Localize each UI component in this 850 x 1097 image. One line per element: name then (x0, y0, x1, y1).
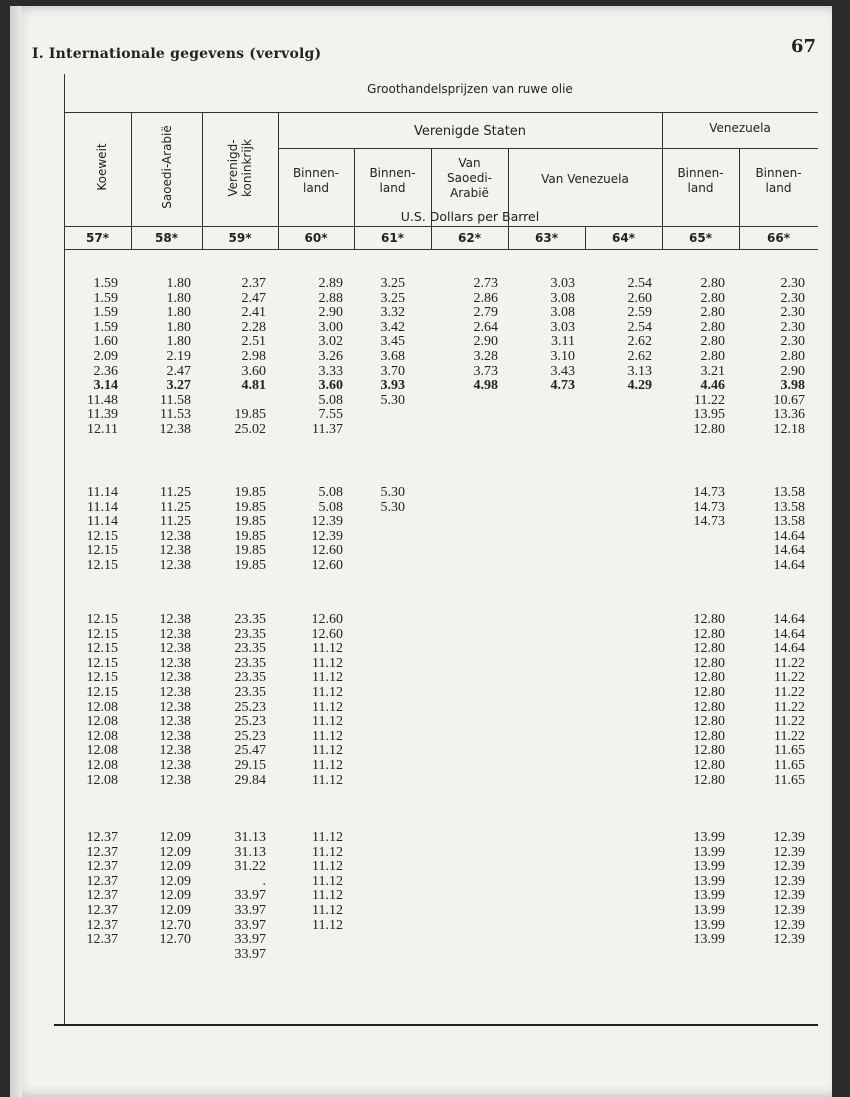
table-cell: 1.80 (166, 319, 191, 335)
table-cell: 1.60 (93, 334, 118, 350)
table-cell: 12.15 (86, 670, 118, 686)
table-cell: 2.80 (700, 334, 725, 350)
table-cell: 11.22 (774, 685, 805, 700)
table-cell: 12.38 (159, 728, 191, 744)
table-cell: 31.13 (234, 830, 266, 845)
table-cell: 2.89 (318, 276, 343, 291)
table-cell: 2.19 (166, 349, 191, 364)
table-cell: 3.14 (93, 378, 118, 394)
table-cell: 2.54 (627, 319, 652, 335)
table-cell: 12.80 (693, 714, 725, 730)
table-cell: 5.30 (380, 485, 405, 500)
table-cell: 12.60 (311, 558, 343, 573)
table-cell: 13.99 (693, 859, 725, 875)
table-cell: 12.80 (693, 728, 725, 744)
table-cell: 3.08 (550, 305, 575, 321)
table-cell: 13.99 (693, 873, 725, 889)
table-cell: 13.58 (773, 514, 805, 530)
table-cell: 2.80 (700, 290, 725, 306)
table-cell: 12.38 (159, 670, 191, 686)
table-cell: 14.64 (773, 528, 805, 544)
table-cell: 11.12 (312, 743, 343, 759)
table-cell: 2.64 (473, 319, 498, 335)
table-cell: 12.80 (693, 699, 725, 715)
table-cell: 1.59 (93, 319, 118, 335)
table-cell: 2.80 (780, 349, 805, 364)
table-cell: 2.98 (241, 349, 266, 364)
group-header-us: Verenigde Staten (413, 124, 527, 139)
table-cell: 31.13 (234, 844, 266, 860)
table-cell: 12.80 (693, 641, 725, 657)
table-cell: 13.36 (773, 407, 805, 423)
table-cell: 25.47 (234, 743, 266, 759)
table-cell: 3.08 (550, 290, 575, 306)
table-cell: 13.95 (693, 407, 725, 423)
table-cell: 12.38 (159, 685, 191, 700)
table-cell: 11.65 (774, 772, 805, 788)
table-cell: 12.80 (693, 612, 725, 627)
table-cell: 33.97 (234, 917, 266, 933)
table-cell: 14.64 (773, 558, 805, 573)
col-number: 62* (458, 231, 481, 245)
table-cell: 12.39 (311, 528, 343, 544)
table-cell: 11.48 (87, 392, 118, 408)
table-cell: 12.38 (159, 655, 191, 671)
table-cell: 2.47 (166, 363, 191, 379)
table-cell: 7.55 (318, 407, 343, 423)
table-cell: 2.60 (627, 290, 652, 306)
table-cell: 11.22 (774, 728, 805, 744)
table-cell: 3.13 (627, 363, 652, 379)
table-cell: 12.09 (159, 903, 191, 918)
table-cell: 12.80 (693, 626, 725, 642)
table-cell: 19.85 (234, 528, 266, 544)
table-cell: 11.12 (312, 699, 343, 715)
table-cell: 11.25 (160, 499, 191, 515)
table-cell: 5.30 (380, 392, 405, 408)
table-cell: 12.08 (86, 728, 118, 744)
table-cell: 2.41 (241, 305, 266, 321)
table-cell: 11.14 (87, 485, 118, 500)
table-cell: 13.99 (693, 830, 725, 845)
table-cell: 11.12 (312, 830, 343, 845)
col-number: 59* (228, 231, 252, 245)
table-cell: 12.15 (86, 685, 118, 700)
data-table (54, 74, 818, 1024)
table-cell: 3.10 (550, 349, 575, 364)
table-cell: 3.42 (380, 319, 405, 335)
table-cell: 12.09 (159, 844, 191, 860)
table-cell: 12.80 (693, 670, 725, 686)
table-cell: 4.73 (550, 378, 575, 394)
table-cell: 12.09 (159, 830, 191, 845)
table-cell: 5.08 (318, 499, 343, 515)
table-cell: 3.25 (380, 290, 405, 306)
table-cell: 1.59 (93, 305, 118, 321)
table-cell: 12.38 (159, 528, 191, 544)
table-cell: 3.21 (700, 363, 725, 379)
table-cell: 11.22 (774, 655, 805, 671)
table-cell: 4.46 (700, 378, 725, 394)
table-cell: 12.37 (86, 859, 118, 875)
super-header: Groothandelsprijzen van ruwe olie (367, 82, 573, 96)
col-header-saoedi-arabie: Saoedi-Arabië (160, 125, 174, 209)
table-cell: 12.39 (773, 932, 805, 948)
table-cell: 25.02 (234, 422, 266, 437)
table-cell: 11.25 (160, 514, 191, 530)
table-cell: 13.99 (693, 844, 725, 860)
table-cell: 12.38 (159, 743, 191, 759)
table-cell: 12.80 (693, 743, 725, 759)
table-cell: 25.23 (234, 714, 266, 730)
table-cell: 12.09 (159, 873, 191, 889)
table-cell: 2.51 (241, 334, 266, 350)
table-cell: 2.80 (700, 305, 725, 321)
table-cell: 11.65 (774, 743, 805, 759)
col-number: 64* (612, 231, 635, 245)
col-number: 63* (535, 231, 558, 245)
table-cell: 12.39 (773, 888, 805, 904)
table-cell: 12.38 (159, 699, 191, 715)
table-cell: 14.64 (773, 612, 805, 627)
table-cell: 12.70 (159, 917, 191, 933)
table-cell: 3.33 (318, 363, 343, 379)
col-header-us-binnenland-61: Binnen- land (369, 166, 416, 195)
table-cell: 3.73 (473, 363, 498, 379)
col-header-van-venezuela: Van Venezuela (541, 172, 629, 186)
table-cell: 3.43 (550, 363, 575, 379)
table-cell: 2.30 (780, 334, 805, 350)
table-cell: 12.15 (86, 641, 118, 657)
table-cell: 19.85 (234, 543, 266, 559)
table-cell: 2.09 (93, 349, 118, 364)
unit-label: U.S. Dollars per Barrel (400, 209, 540, 224)
table-cell: 12.38 (159, 612, 191, 627)
table-cell: 12.38 (159, 422, 191, 437)
table-cell: 3.60 (241, 363, 266, 379)
table-cell: 5.08 (318, 392, 343, 408)
table-cell: 23.35 (234, 685, 266, 700)
table-cell: 5.30 (380, 499, 405, 515)
col-number: 61* (381, 231, 404, 245)
table-cell: 2.62 (627, 334, 652, 350)
table-cell: 11.39 (87, 407, 118, 423)
table-cell: 23.35 (234, 670, 266, 686)
table-cell: 2.59 (627, 305, 652, 321)
table-cell: 2.36 (93, 363, 118, 379)
col-number: 66* (767, 231, 790, 245)
table-cell: 12.09 (159, 888, 191, 904)
col-header-koeweit: Koeweit (95, 143, 109, 191)
table-cell: 3.02 (318, 334, 343, 350)
table-cell: 12.15 (86, 558, 118, 573)
col-header-ven-binnenland-65: Binnen- land (677, 166, 724, 195)
table-cell: 13.99 (693, 903, 725, 918)
table-cell: . (262, 873, 266, 889)
table-cell: 3.26 (318, 349, 343, 364)
page-number: 67 (790, 36, 816, 57)
table-cell: 31.22 (234, 859, 266, 875)
table-cell: 11.12 (312, 728, 343, 744)
table-cell: 11.22 (774, 670, 805, 686)
table-cell: 12.37 (86, 873, 118, 889)
table-cell: 13.58 (773, 485, 805, 500)
table-cell: 1.80 (166, 305, 191, 321)
table-cell: 11.12 (312, 641, 343, 657)
table-cell: 12.08 (86, 714, 118, 730)
table-cell: 25.23 (234, 728, 266, 744)
table-cell: 12.15 (86, 528, 118, 544)
table-cell: 12.08 (86, 772, 118, 788)
group-header-venezuela: Venezuela (709, 121, 771, 135)
table-cell: 13.99 (693, 917, 725, 933)
table-cell: 4.98 (473, 378, 498, 394)
table-cell: 3.11 (551, 334, 575, 350)
col-header-verenigd-koninkrijk: Verenigd- koninkrijk (226, 139, 254, 197)
table-cell: 11.12 (312, 888, 343, 904)
table-cell: 3.27 (166, 378, 191, 394)
table-cell: 23.35 (234, 612, 266, 627)
table-cell: 12.39 (773, 844, 805, 860)
table-cell: 3.25 (380, 276, 405, 291)
table-cell: 12.11 (87, 422, 118, 437)
table-cell: 11.12 (312, 844, 343, 860)
table-cell: 23.35 (234, 626, 266, 642)
table-cell: 11.12 (312, 655, 343, 671)
table-cell: 12.18 (773, 422, 805, 437)
table-cell: 3.98 (780, 378, 805, 394)
table-cell: 3.32 (380, 305, 405, 321)
table-cell: 3.03 (550, 276, 575, 291)
table-cell: 25.23 (234, 699, 266, 715)
table-cell: 12.80 (693, 758, 725, 773)
table-cell: 11.12 (312, 714, 343, 730)
table-cell: 14.73 (693, 485, 725, 500)
table-cell: 11.12 (312, 903, 343, 918)
table-cell: 11.58 (160, 392, 191, 408)
table-cell: 2.80 (700, 319, 725, 335)
table-cell: 19.85 (234, 514, 266, 530)
table-cell: 12.38 (159, 714, 191, 730)
table-cell: 29.84 (234, 772, 266, 788)
table-cell: 12.60 (311, 543, 343, 559)
table-cell: 12.37 (86, 932, 118, 948)
table-cell: 12.39 (773, 903, 805, 918)
table-cell: 12.38 (159, 543, 191, 559)
table-cell: 13.99 (693, 932, 725, 948)
table-cell: 3.70 (380, 363, 405, 379)
table-cell: 33.97 (234, 932, 266, 948)
table-cell: 2.62 (627, 349, 652, 364)
table-cell: 12.39 (773, 917, 805, 933)
table-cell: 12.39 (311, 514, 343, 530)
table-cell: 1.80 (166, 290, 191, 306)
table-cell: 12.39 (773, 830, 805, 845)
table-cell: 11.14 (87, 499, 118, 515)
table-cell: 12.70 (159, 932, 191, 948)
table-cell: 11.14 (87, 514, 118, 530)
table-cell: 12.15 (86, 655, 118, 671)
table-cell: 12.09 (159, 859, 191, 875)
table-cell: 12.39 (773, 873, 805, 889)
section-title: I. Internationale gegevens (vervolg) (32, 46, 322, 62)
table-cell: 12.38 (159, 772, 191, 788)
table-cell: 12.37 (86, 917, 118, 933)
table-cell: 19.85 (234, 558, 266, 573)
table-cell: 2.86 (473, 290, 498, 306)
table-cell: 11.22 (774, 699, 805, 715)
table-cell: 3.60 (318, 378, 343, 394)
col-header-van-saoedi-arabie: Van Saoedi- Arabië (447, 156, 492, 200)
table-cell: 29.15 (234, 758, 266, 773)
table-cell: 12.15 (86, 543, 118, 559)
table-cell: 3.00 (318, 319, 343, 335)
table-cell: 33.97 (234, 903, 266, 918)
table-cell: 12.38 (159, 641, 191, 657)
table-cell: 12.39 (773, 859, 805, 875)
table-cell: 12.38 (159, 758, 191, 773)
col-number: 58* (155, 231, 178, 245)
table-cell: 3.45 (380, 334, 405, 350)
table-cell: 13.99 (693, 888, 725, 904)
binding-edge (10, 6, 22, 1097)
table-cell: 23.35 (234, 641, 266, 657)
table-cell: 11.12 (312, 873, 343, 889)
table-cell: 11.12 (312, 670, 343, 686)
table-cell: 5.08 (318, 485, 343, 500)
table-cell: 4.29 (627, 378, 652, 394)
table-cell: 12.37 (86, 830, 118, 845)
table-cell: 2.37 (241, 276, 266, 291)
table-cell: 12.37 (86, 888, 118, 904)
table-cell: 12.80 (693, 422, 725, 437)
col-header-ven-binnenland-66: Binnen- land (755, 166, 802, 195)
table-cell: 14.64 (773, 641, 805, 657)
table-cell: 2.54 (627, 276, 652, 291)
table-cell: 2.80 (700, 349, 725, 364)
col-number: 65* (689, 231, 712, 245)
bottom-rule (54, 1024, 818, 1026)
table-cell: 2.28 (241, 319, 266, 335)
table-cell: 11.12 (312, 772, 343, 788)
table-cell: 12.38 (159, 626, 191, 642)
table-cell: 12.80 (693, 685, 725, 700)
table-cell: 12.80 (693, 772, 725, 788)
table-cell: 19.85 (234, 485, 266, 500)
table-cell: 2.90 (318, 305, 343, 321)
table-cell: 2.90 (473, 334, 498, 350)
table-cell: 11.12 (312, 917, 343, 933)
table-cell: 14.64 (773, 543, 805, 559)
table-cell: 11.37 (312, 422, 343, 437)
table-cell: 12.08 (86, 699, 118, 715)
table-cell: 12.08 (86, 743, 118, 759)
table-cell: 11.12 (312, 859, 343, 875)
table-cell: 12.37 (86, 903, 118, 918)
table-cell: 2.73 (473, 276, 498, 291)
table-cell: 12.38 (159, 558, 191, 573)
table-cell: 4.81 (241, 378, 266, 394)
table-cell: 11.65 (774, 758, 805, 773)
table-cell: 10.67 (773, 392, 805, 408)
table-cell: 11.53 (160, 407, 191, 423)
table-cell: 2.30 (780, 290, 805, 306)
table-cell: 33.97 (234, 888, 266, 904)
table-cell: 2.88 (318, 290, 343, 306)
table-cell: 3.68 (380, 349, 405, 364)
table-cell: 11.22 (694, 392, 725, 408)
table-cell: 23.35 (234, 655, 266, 671)
table-cell: 14.73 (693, 514, 725, 530)
table-cell: 1.59 (93, 276, 118, 291)
table-cell: 12.80 (693, 655, 725, 671)
table-cell: 11.12 (312, 685, 343, 700)
table-cell: 14.64 (773, 626, 805, 642)
col-header-us-binnenland-60: Binnen- land (292, 166, 340, 195)
col-number: 60* (304, 231, 328, 245)
table-cell: 1.80 (166, 334, 191, 350)
table-cell: 1.80 (166, 276, 191, 291)
table-cell: 12.08 (86, 758, 118, 773)
table-cell: 12.37 (86, 844, 118, 860)
table-cell: 19.85 (234, 407, 266, 423)
table-cell: 1.59 (93, 290, 118, 306)
table-cell: 11.12 (312, 758, 343, 773)
table-cell: 33.97 (234, 946, 266, 962)
table-cell: 2.79 (473, 305, 498, 321)
table-cell: 19.85 (234, 499, 266, 515)
table-cell: 12.15 (86, 612, 118, 627)
table-cell: 12.60 (311, 626, 343, 642)
col-number: 57* (86, 231, 109, 245)
table-cell: 2.47 (241, 290, 266, 306)
table-cell: 12.15 (86, 626, 118, 642)
table-cell: 11.25 (160, 485, 191, 500)
table-cell: 2.90 (780, 363, 805, 379)
table-cell: 3.28 (473, 349, 498, 364)
table-cell: 3.93 (380, 378, 405, 394)
table-cell: 14.73 (693, 499, 725, 515)
table-cell: 11.22 (774, 714, 805, 730)
table-cell: 2.80 (700, 276, 725, 291)
table-cell: 3.03 (550, 319, 575, 335)
table-cell: 13.58 (773, 499, 805, 515)
table-cell: 2.30 (780, 319, 805, 335)
table-cell: 12.60 (311, 612, 343, 627)
table-cell: 2.30 (780, 276, 805, 291)
table-cell: 2.30 (780, 305, 805, 321)
